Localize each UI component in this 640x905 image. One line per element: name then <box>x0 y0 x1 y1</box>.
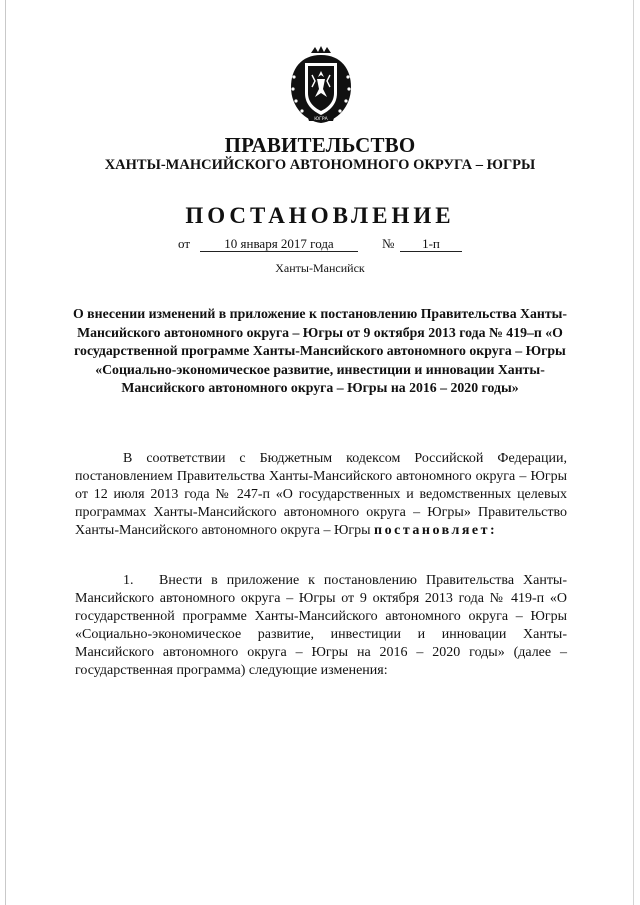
svg-text:ЮГРА: ЮГРА <box>314 117 328 122</box>
coat-of-arms-emblem <box>287 45 355 125</box>
document-date: 10 января 2017 года <box>200 236 358 252</box>
number-sign: № <box>382 236 395 251</box>
decree-word: постановляет: <box>374 523 498 538</box>
document-number: 1-п <box>400 236 462 252</box>
preamble-text: В соответствии с Бюджетным кодексом Российской Федерации, постановлением Правительства Ханты-Мансийского автономного округа – Югры от 12 июля 2013 года № 247-п «О государственных и ведомственных целевых программах Ханты-Мансийского автономного округа – Югры» Правительство Ханты-Мансийского автономного округа – Югры <box>75 451 567 538</box>
date-number-line <box>178 236 478 256</box>
item-1-number: 1. <box>123 573 134 588</box>
item-1-paragraph <box>75 572 567 680</box>
government-subtitle: ХАНТЫ-МАНСИЙСКОГО АВТОНОМНОГО ОКРУГА – ЮГРЫ <box>104 157 536 173</box>
document-city: Ханты-Мансийск <box>275 261 365 275</box>
date-prefix: от <box>178 236 191 251</box>
document-type-heading: ПОСТАНОВЛЕНИЕ <box>185 203 455 228</box>
government-title: ПРАВИТЕЛЬСТВО <box>224 133 416 157</box>
preamble-paragraph <box>75 450 567 540</box>
document-subject: О внесении изменений в приложение к постановлению Правительства Ханты-Мансийского автономного округа – Югры от 9 октября 2013 года № 419–п «О государственной программе Ханты-Мансийского автономного округа – Югры «Социально-экономическое развитие, инвестиции и инновации Ханты-Мансийского автономного округа – Югры на 2016 – 2020 годы» <box>73 306 567 395</box>
item-1-text: Внести в приложение к постановлению Правительства Ханты-Мансийского автономного округа – Югры от 9 октября 2013 года № 419-п «О государственной программе Ханты-Мансийского автономного округа – Югры «Социально-экономическое развитие, инвестиции и инновации Ханты-Мансийского автономного округа – Югры на 2016 – 2020 годы» (далее – государственная программа) следующие изменения: <box>75 573 567 678</box>
